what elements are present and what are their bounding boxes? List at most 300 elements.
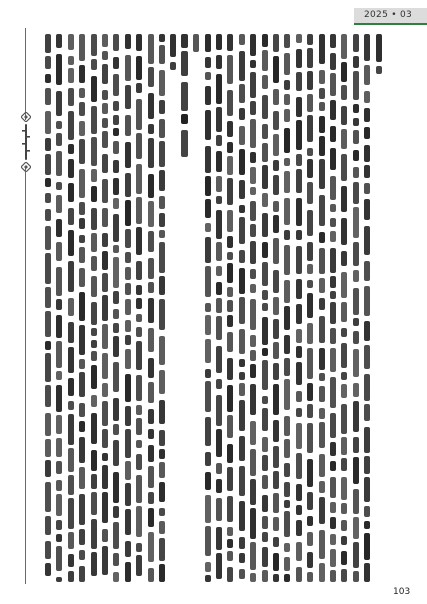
script-word [250,269,256,279]
script-word [159,521,165,534]
script-word [296,230,302,240]
script-word [216,479,222,493]
script-word [296,346,302,358]
script-word [125,142,131,168]
script-word [227,210,233,232]
script-word [113,245,119,253]
script-word [79,218,85,229]
script-word [273,134,279,156]
script-word [113,101,119,111]
script-word [102,295,108,321]
script-word [262,570,268,582]
script-word [91,365,97,389]
script-word [227,156,233,175]
script-word [216,346,222,373]
script-word [56,315,62,338]
script-word [216,242,222,261]
script-word [273,420,279,442]
script-word [68,322,74,343]
script-word [296,198,302,226]
script-word [113,323,119,333]
script-word [68,378,74,396]
script-word [250,573,256,582]
script-word [239,372,245,380]
script-word [56,121,62,129]
script-word [102,64,108,84]
script-word [341,272,347,298]
script-word [353,167,359,178]
script-word [91,169,97,182]
script-word [159,141,165,167]
script-word [216,151,222,172]
script-word [113,57,119,69]
script-word [296,97,302,117]
script-word [262,475,268,489]
script-word [45,516,51,535]
script-word [148,466,154,488]
script-word [125,461,131,480]
script-word [284,500,290,508]
script-word [68,34,74,50]
script-word [262,75,268,89]
script-word [250,335,256,347]
script-word [91,474,97,489]
script-word [353,207,359,238]
script-word [307,182,313,204]
script-word [148,231,154,252]
script-word [45,439,51,457]
script-word [56,371,62,380]
script-word [56,34,62,48]
script-word [330,276,336,288]
script-word [364,563,370,582]
script-word [341,251,347,266]
script-word [239,537,245,549]
script-word [148,429,154,439]
script-word [330,73,336,96]
script-word [341,569,347,582]
script-word [148,93,154,119]
script-word [296,154,302,166]
vertical-script-text-block [44,34,394,582]
script-word [319,422,325,448]
script-word [181,114,188,124]
script-word [250,152,256,163]
script-word [91,137,97,166]
script-word [159,242,165,273]
script-word [353,130,359,144]
script-word [330,231,336,242]
script-word [227,332,233,352]
script-word [45,88,51,105]
script-word [136,164,142,194]
script-word [113,362,119,392]
script-word [330,570,336,582]
script-word [250,508,256,539]
script-word [239,553,245,563]
script-word [262,242,268,258]
script-word [262,455,268,471]
script-word [227,287,233,297]
script-word [296,169,302,193]
script-word [341,536,347,545]
script-word [273,111,279,130]
script-word [216,34,222,50]
script-word [330,461,336,471]
script-word [284,335,290,354]
script-word [159,538,165,561]
script-word [102,453,108,461]
script-word [102,103,108,114]
script-word [56,242,62,261]
script-word [307,323,313,344]
script-word [216,379,222,389]
script-word [68,208,74,225]
script-word [330,502,336,513]
script-word [284,171,290,193]
script-word [136,327,142,337]
script-word [296,453,302,479]
script-word [102,51,108,60]
script-word [341,520,347,531]
script-word [159,34,165,42]
script-word [148,532,154,562]
script-word [227,178,233,205]
script-word [91,351,97,361]
script-word [273,574,279,582]
script-word [284,34,290,48]
script-word [159,100,165,114]
script-word [216,527,222,550]
script-word [239,250,245,263]
script-word [79,403,85,417]
script-word [56,546,62,571]
script-word [319,408,325,419]
script-word [227,236,233,248]
script-word [56,480,62,491]
script-word [45,193,51,203]
script-word [56,299,62,310]
script-word [319,102,325,111]
script-word [68,111,74,140]
script-word [136,197,142,224]
script-word [56,267,62,296]
script-word [45,56,51,69]
script-word [159,119,165,138]
script-word [148,201,154,227]
script-word [159,400,165,424]
script-word [341,372,347,380]
script-word [45,253,51,284]
script-word [79,421,85,432]
script-word [364,145,370,162]
script-word [262,124,268,139]
script-word [273,160,279,171]
script-word [91,59,97,70]
script-word [136,405,142,415]
script-word [113,522,119,549]
script-word [205,72,211,80]
script-word [205,146,211,173]
script-word [353,489,359,514]
script-word [56,577,62,582]
script-word [125,541,131,557]
script-word [330,53,336,70]
script-word [68,88,74,106]
script-word [364,183,370,194]
script-word [296,408,302,417]
script-word [353,270,359,282]
script-word [148,382,154,403]
issue-badge [354,8,427,25]
script-word [273,201,279,212]
script-word [364,374,370,401]
script-word [102,353,108,379]
script-word [330,248,336,273]
script-word [284,574,290,582]
script-word [102,429,108,448]
script-word [148,282,154,293]
script-word [102,401,108,426]
script-word [56,415,62,434]
script-word [353,150,359,161]
script-word [319,497,325,524]
script-word [250,350,256,361]
script-word [307,492,313,510]
script-word [353,118,359,126]
script-word [273,517,279,531]
script-word [319,136,325,156]
script-word [227,444,233,463]
script-word [45,226,51,250]
script-word [262,408,268,431]
script-word [136,375,142,401]
script-word [227,358,233,380]
script-word [113,74,119,96]
script-word [113,257,119,288]
script-word [102,529,108,542]
script-word [330,218,336,227]
script-word [239,51,245,81]
script-word [273,175,279,195]
script-word [296,329,302,343]
script-word [170,34,176,57]
script-word [113,291,119,304]
script-word [250,167,256,184]
script-word [91,395,97,407]
script-word [125,173,131,197]
script-word [376,66,382,74]
script-word [125,406,131,426]
script-word [56,385,62,412]
script-word [68,159,74,178]
script-word [68,414,74,445]
script-word [216,107,222,132]
script-word [56,182,62,190]
script-word [296,567,302,582]
script-word [353,383,359,397]
script-word [307,423,313,453]
script-word [273,553,279,571]
script-word [216,210,222,239]
script-word [239,383,245,396]
script-word [205,315,211,335]
script-word [205,86,211,105]
script-word [239,436,245,461]
script-word [205,472,211,490]
script-word [307,552,313,568]
script-word [216,316,222,340]
script-word [102,118,108,128]
script-word [364,127,370,139]
script-word [45,482,51,512]
page-number: 103 [393,587,411,597]
script-word [319,386,325,402]
script-word [159,564,165,582]
script-word [284,482,290,497]
script-word [205,199,211,218]
script-word [79,359,85,369]
script-word [79,88,85,98]
script-word [56,133,62,146]
script-word [307,532,313,546]
script-word [353,457,359,484]
script-word [227,121,233,137]
script-word [193,34,199,52]
script-word [376,34,382,62]
script-word [45,385,51,407]
script-word [273,471,279,489]
script-word [364,34,370,61]
script-word [68,571,74,582]
script-word [113,198,119,209]
script-word [56,219,62,237]
script-word [45,138,51,151]
script-word [91,106,97,134]
script-word [364,261,370,281]
script-word [319,530,325,559]
script-word [319,298,325,310]
script-word [205,266,211,297]
script-word [307,572,313,582]
script-word [250,119,256,148]
script-word [68,144,74,154]
script-word [273,89,279,105]
script-word [136,133,142,159]
script-word [239,126,245,145]
script-word [353,401,359,432]
script-word [330,34,336,48]
script-word [45,178,51,187]
script-word [262,262,268,286]
script-word [148,328,154,352]
script-word [364,477,370,502]
script-word [136,418,142,435]
script-word [113,398,119,421]
script-word [45,311,51,337]
script-word [125,252,131,263]
script-word [136,543,142,552]
script-word [319,248,325,274]
script-word [273,56,279,83]
script-word [330,477,336,498]
script-word [227,567,233,582]
script-word [91,186,97,202]
script-word [113,424,119,435]
script-word [68,183,74,202]
script-word [239,84,245,103]
script-word [79,325,85,355]
script-word [262,360,268,390]
script-word [227,496,233,522]
script-word [45,353,51,382]
script-word [341,404,347,434]
script-word [250,224,256,237]
script-word [284,158,290,166]
script-word [159,170,165,191]
script-word [159,336,165,365]
script-word [319,34,325,64]
script-word [91,450,97,471]
script-word [296,279,302,299]
script-word [364,108,370,122]
script-word [273,238,279,264]
script-word [227,34,233,51]
script-word [273,363,279,380]
script-word [125,34,131,49]
script-word [113,115,119,125]
script-word [353,349,359,377]
script-word [319,316,325,343]
script-word [353,34,359,52]
script-word [262,50,268,71]
script-word [148,568,154,582]
script-word [284,416,290,436]
script-word [102,90,108,100]
script-word [239,466,245,496]
script-word [330,328,336,344]
script-word [68,448,74,472]
script-word [353,71,359,100]
script-word [353,542,359,568]
script-word [159,462,165,478]
script-word [284,306,290,330]
script-word [353,288,359,315]
script-word [296,246,302,274]
script-word [216,74,222,104]
script-word [364,521,370,529]
script-word [205,339,211,363]
script-word [79,65,85,83]
script-word [68,56,74,65]
script-word [113,336,119,357]
script-word [239,268,245,294]
script-word [102,154,108,173]
script-word [102,131,108,148]
script-word [341,302,347,322]
script-word [91,519,97,549]
diamond-ornament-icon [21,112,31,122]
script-word [239,34,245,45]
script-word [239,205,245,213]
script-word [296,362,302,385]
script-word [68,498,74,529]
script-word [364,165,370,178]
script-word [239,501,245,531]
script-word [262,303,268,311]
script-word [136,440,142,448]
script-word [284,245,290,275]
